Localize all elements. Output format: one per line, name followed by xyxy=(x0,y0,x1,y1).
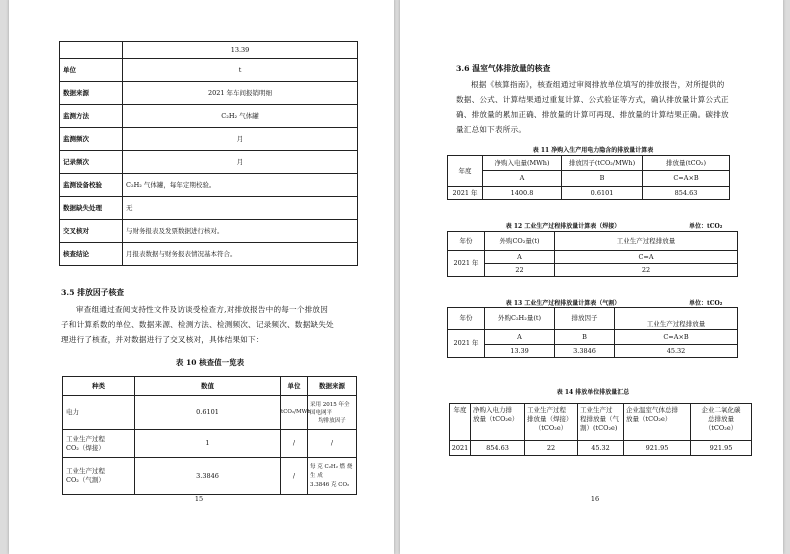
header-year: 年度 xyxy=(450,404,471,441)
table-header-row xyxy=(63,377,357,396)
table-caption: 表 13 工业生产过程排放量计算表（气割） xyxy=(505,300,621,307)
emission-summary-table xyxy=(449,403,752,456)
paragraph-line: 理进行了核查，并对数据进行了交叉核对，具体结果如下： xyxy=(61,335,264,344)
cell-year: 2021 年 xyxy=(448,251,485,277)
cell-value: 1400.8 xyxy=(483,187,562,200)
cell-value: 月 xyxy=(123,151,358,174)
paragraph-line: 审查组通过查阅支持性文件及访谈受检查方,对排放报告中的每一个排放因 xyxy=(76,305,329,314)
header-cell: 外购CO₂量(t) xyxy=(485,232,555,251)
table-unit: 单位：tCO₂ xyxy=(689,300,723,307)
cell-unit: tCO₂/MWh xyxy=(281,396,308,430)
cell-kind: 电力 xyxy=(63,396,135,430)
header-year: 年份 xyxy=(448,308,485,330)
cell-value: 无 xyxy=(123,197,358,220)
cell-kind-line: CO₂（焊接） xyxy=(66,443,105,452)
cell-year: 2021 年 xyxy=(448,330,485,358)
code-cell: A xyxy=(483,171,562,187)
table-row xyxy=(448,264,738,277)
cell-unit: / xyxy=(281,458,308,495)
cell-value: 854.63 xyxy=(471,441,525,456)
table-header-row xyxy=(448,308,738,330)
electricity-emission-table xyxy=(447,155,730,200)
header-line: （tCO₂e） xyxy=(704,424,738,432)
page-number: 15 xyxy=(194,495,204,503)
header-line: 企业温室气体总排 xyxy=(626,406,678,414)
cell-value: 13.39 xyxy=(485,345,555,358)
paragraph-line: 量汇总如下表所示。 xyxy=(456,125,527,134)
emission-data-table xyxy=(59,41,358,266)
header-line: 排放量（焊接） xyxy=(527,415,573,423)
cell-kind xyxy=(63,430,135,458)
paragraph-line: 根据《核算指南》，核查组通过审阅排放单位填写的排放报告，对所提供的 xyxy=(471,80,725,89)
cell-label: 单位 xyxy=(60,59,123,82)
cell-unit: / xyxy=(281,430,308,458)
code-cell: C=A×B xyxy=(643,171,730,187)
header-year: 年度 xyxy=(448,156,483,187)
table-header-row xyxy=(448,232,738,251)
header-cell: 排放量(tCO₂) xyxy=(643,156,730,171)
table-row xyxy=(60,82,358,105)
header-kind: 种类 xyxy=(63,377,135,396)
cell-value: 2021 年车间报销明细 xyxy=(123,82,358,105)
section-heading: 3.5 排放因子核查 xyxy=(61,288,125,297)
header-line: 工业生产过程 xyxy=(527,406,566,414)
cell-value: 22 xyxy=(485,264,555,277)
cell-value: t xyxy=(123,59,358,82)
page-number: 16 xyxy=(590,495,600,503)
cell-label: 数据来源 xyxy=(60,82,123,105)
table-caption: 表 10 核查值一览表 xyxy=(175,358,245,367)
cell-value: 月报表数据与财务报表情况基本符合。 xyxy=(123,243,358,266)
header-line: 总排放量 xyxy=(708,415,734,423)
cell-value: 921.95 xyxy=(624,441,691,456)
code-cell: C=A×B xyxy=(615,330,738,345)
cell-source-line: 每 克 C₂H₂ 燃 烧 生 成 xyxy=(310,463,353,479)
table-row xyxy=(63,396,357,430)
table-row xyxy=(450,441,752,456)
table-caption: 表 11 净购入生产用电力隐含的排放量计算表 xyxy=(532,147,654,154)
header-line: 割）(tCO₂e) xyxy=(580,424,618,432)
header-line: 工业生产过 xyxy=(580,406,613,414)
header-cell: 排放因子 xyxy=(555,308,615,330)
header-cell xyxy=(624,404,691,441)
cell-value: 45.32 xyxy=(615,345,738,358)
table-header-row xyxy=(448,156,730,171)
header-cell xyxy=(578,404,624,441)
cutting-emission-table xyxy=(447,307,738,358)
cell-value: 3.3846 xyxy=(555,345,615,358)
cell-kind-line: 工业生产过程 xyxy=(66,467,105,475)
table-row xyxy=(60,105,358,128)
header-line: 放量（tCO₂e） xyxy=(473,415,519,423)
cell-value: 854.63 xyxy=(643,187,730,200)
header-cell xyxy=(691,404,752,441)
cell-value: 0.6101 xyxy=(562,187,643,200)
cell-source-line: 3.3846 克 CO₂ xyxy=(310,481,350,488)
header-line: 放量（tCO₂e） xyxy=(626,415,672,423)
code-cell: B xyxy=(562,171,643,187)
header-cell: 工业生产过程排放量 xyxy=(615,308,738,330)
table-caption: 表 14 排放单位排放量汇总 xyxy=(556,389,630,396)
cell-value: 45.32 xyxy=(578,441,624,456)
cell-value: 22 xyxy=(555,264,738,277)
cell-kind xyxy=(63,458,135,495)
header-line: 净购入电力排 xyxy=(473,406,512,414)
cell-source-line: 均排放因子 xyxy=(318,417,346,424)
table-row xyxy=(60,42,358,59)
header-source: 数据来源 xyxy=(308,377,357,396)
header-value: 数值 xyxy=(135,377,281,396)
cell-value: 0.6101 xyxy=(135,396,281,430)
cell-value: C₂H₂ 气体罐，每年定期校验。 xyxy=(123,174,358,197)
table-row xyxy=(60,220,358,243)
cell-value: 月 xyxy=(123,128,358,151)
page-16 xyxy=(400,0,783,554)
cell-label: 核查结论 xyxy=(60,243,123,266)
table-row xyxy=(448,187,730,200)
code-cell: C=A xyxy=(555,251,738,264)
cell-value: 1 xyxy=(135,430,281,458)
header-cell: 排放因子(tCO₂/MWh) xyxy=(562,156,643,171)
cell-value: 13.39 xyxy=(123,42,358,59)
table-row xyxy=(63,458,357,495)
cell-value: 与财务报表及发票数据进行核对。 xyxy=(123,220,358,243)
cell-value: C₂H₂ 气体罐 xyxy=(123,105,358,128)
cell-label: 监测设备校验 xyxy=(60,174,123,197)
table-row xyxy=(60,59,358,82)
table-row xyxy=(60,174,358,197)
paragraph-line: 确、排放量的累加正确、排放量的计算可再现、排放量的计算结果正确。碳排放 xyxy=(456,110,729,119)
header-cell xyxy=(471,404,525,441)
cell-source xyxy=(308,396,357,430)
page-15 xyxy=(9,0,394,554)
table-row xyxy=(60,243,358,266)
header-cell: 工业生产过程排放量 xyxy=(555,232,738,251)
cell-source-line: 采用 2015 年全国电网平 xyxy=(310,401,350,416)
header-year: 年份 xyxy=(448,232,485,251)
header-unit: 单位 xyxy=(281,377,308,396)
cell-source xyxy=(308,458,357,495)
cell-source: / xyxy=(308,430,357,458)
header-line: 程排放量（气 xyxy=(580,415,619,423)
cell-value: 3.3846 xyxy=(135,458,281,495)
cell-value: 22 xyxy=(525,441,578,456)
body-paragraph xyxy=(456,77,761,137)
table-header-row xyxy=(450,404,752,441)
header-line: 企业二氧化碳 xyxy=(701,406,741,414)
code-cell: B xyxy=(555,330,615,345)
table-row xyxy=(60,128,358,151)
cell-year: 2021 xyxy=(450,441,471,456)
table-row xyxy=(60,151,358,174)
table-caption: 表 12 工业生产过程排放量计算表（焊接） xyxy=(505,223,621,230)
code-cell: A xyxy=(485,330,555,345)
verification-values-table xyxy=(62,376,357,495)
table-code-row xyxy=(448,171,730,187)
cell-kind-line: CO₂（气割） xyxy=(66,476,105,484)
table-code-row xyxy=(448,251,738,264)
header-line: （tCO₂e） xyxy=(534,424,568,432)
paragraph-line: 子和计算系数的单位、数据来源、检测方法、检测频次、记录频次、数据缺失处 xyxy=(61,320,334,329)
header-cell xyxy=(525,404,578,441)
cell-label: 监测方法 xyxy=(60,105,123,128)
header-cell: 净购入电量(MWh) xyxy=(483,156,562,171)
cell-year: 2021 年 xyxy=(448,187,483,200)
table-row xyxy=(60,197,358,220)
body-paragraph xyxy=(61,302,361,347)
welding-emission-table xyxy=(447,231,738,277)
code-cell: A xyxy=(485,251,555,264)
cell-label: 数据缺失处理 xyxy=(60,197,123,220)
paragraph-line: 数据、公式、计算结果通过重复计算、公式验证等方式，确认排放量计算公式正 xyxy=(456,95,729,104)
cell-label: 监测频次 xyxy=(60,128,123,151)
cell-kind-line: 工业生产过程 xyxy=(66,434,105,443)
section-heading: 3.6 温室气体排放量的核查 xyxy=(456,64,551,73)
table-row xyxy=(63,430,357,458)
cell-label: 记录频次 xyxy=(60,151,123,174)
table-unit: 单位：tCO₂ xyxy=(689,223,723,230)
table-row xyxy=(448,345,738,358)
cell-label: 交叉核对 xyxy=(60,220,123,243)
cell-value: 921.95 xyxy=(691,441,752,456)
header-cell: 外购C₂H₂量(t) xyxy=(485,308,555,330)
table-code-row xyxy=(448,330,738,345)
